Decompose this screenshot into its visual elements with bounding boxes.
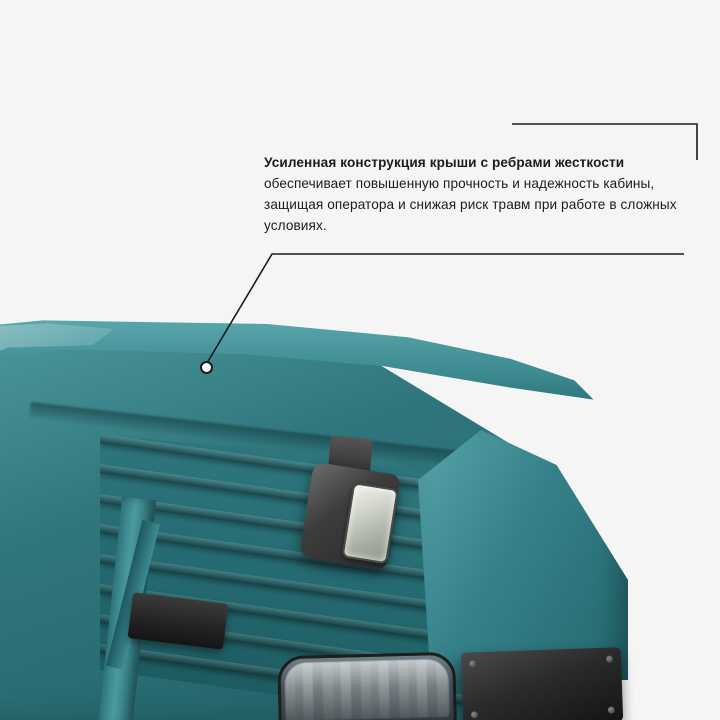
callout-text bbox=[264, 152, 688, 236]
rear-view-mirror bbox=[277, 652, 457, 720]
screw-icon bbox=[608, 706, 615, 713]
callout-hotspot-marker[interactable] bbox=[200, 361, 213, 374]
screw-icon bbox=[469, 660, 476, 667]
screw-icon bbox=[606, 656, 613, 663]
callout-rest-text: обеспечивает повышенную прочность и надежность кабины, защищая оператора и снижая риск травм при работе в сложных условиях. bbox=[264, 176, 677, 233]
control-box bbox=[461, 647, 623, 720]
right-side-panel bbox=[418, 430, 628, 680]
work-light bbox=[299, 462, 401, 571]
screw-icon bbox=[471, 711, 478, 718]
callout-bold-text: Усиленная конструкция крыши с ребрами жесткости bbox=[264, 155, 625, 170]
mirror-reflection bbox=[284, 659, 449, 720]
